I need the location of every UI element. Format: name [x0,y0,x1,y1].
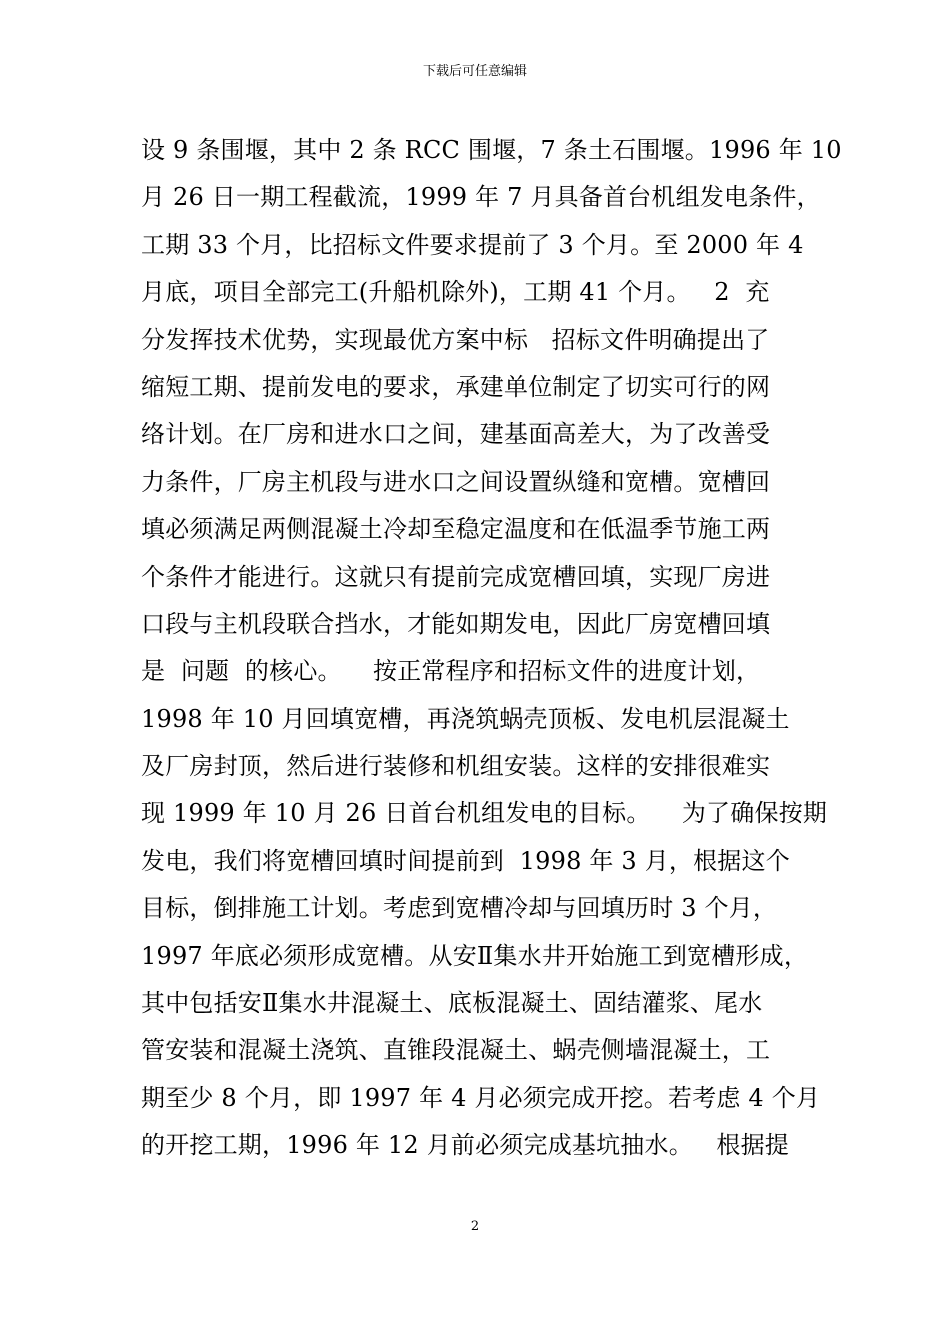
text-line: 目标，倒排施工计划。考虑到宽槽冷却与回填历时 3 个月， [141,894,778,923]
text-line: 期至少 8 个月，即 1997 年 4 月必须完成开挖。若考虑 4 个月 [141,1083,821,1112]
text-line: 现 1999 年 10 月 26 日首台机组发电的目标。 为了确保按期 [141,799,828,828]
text-line: 管安装和混凝土浇筑、直锥段混凝土、蜗壳侧墙混凝土，工 [141,1036,771,1065]
text-line: 填必须满足两侧混凝土冷却至稳定温度和在低温季节施工两 [141,515,771,544]
page-header: 下载后可任意编辑 [422,64,527,79]
text-line: 发电，我们将宽槽回填时间提前到 1998 年 3 月，根据这个 [141,846,790,875]
text-line: 1998 年 10 月回填宽槽，再浇筑蜗壳顶板、发电机层混凝土 [141,704,790,733]
text-line: 缩短工期、提前发电的要求，承建单位制定了切实可行的网 [141,372,771,401]
text-line: 其中包括安Ⅱ集水井混凝土、底板混凝土、固结灌浆、尾水 [141,989,763,1018]
page-number: 2 [470,1219,480,1234]
body-text [141,127,842,1170]
text-line: 月底，项目全部完工(升船机除外)，工期 41 个月。 2 充 [141,278,770,307]
text-line: 个条件才能进行。这就只有提前完成宽槽回填，实现厂房进 [141,562,771,591]
text-line: 力条件，厂房主机段与进水口之间设置纵缝和宽槽。宽槽回 [141,467,771,496]
text-line: 的开挖工期，1996 年 12 月前必须完成基坑抽水。 根据提 [141,1131,789,1160]
text-line: 工期 33 个月，比招标文件要求提前了 3 个月。至 2000 年 4 [141,230,804,259]
text-line: 分发挥技术优势，实现最优方案中标 招标文件明确提出了 [141,325,770,354]
text-line: 是 问题 的核心。 按正常程序和招标文件的进度计划， [141,657,761,686]
text-line: 络计划。在厂房和进水口之间，建基面高差大，为了改善受 [141,420,771,449]
text-line: 口段与主机段联合挡水，才能如期发电，因此厂房宽槽回填 [141,609,771,638]
text-line: 设 9 条围堰，其中 2 条 RCC 围堰，7 条土石围堰。1996 年 10 [141,136,842,164]
text-line: 1997 年底必须形成宽槽。从安Ⅱ集水井开始施工到宽槽形成， [141,941,809,970]
text-line: 及厂房封顶，然后进行装修和机组安装。这样的安排很难实 [141,752,771,781]
text-line: 月 26 日一期工程截流，1999 年 7 月具备首台机组发电条件， [141,183,821,212]
